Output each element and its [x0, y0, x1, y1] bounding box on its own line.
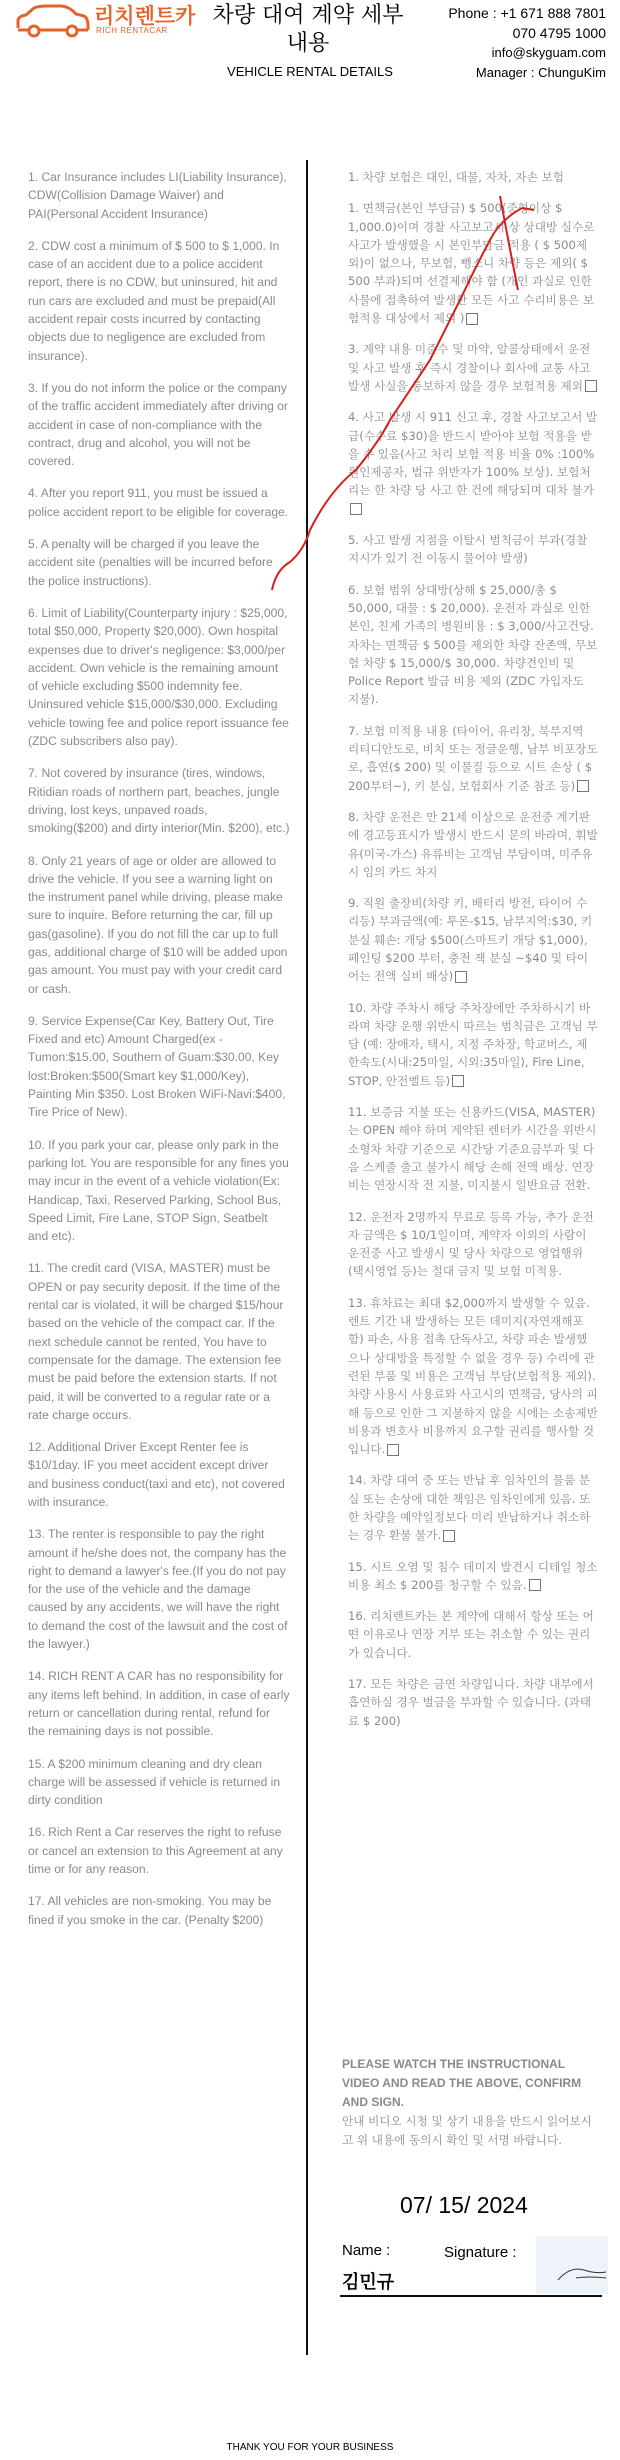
phone-number-secondary: 070 4795 1000: [512, 25, 606, 41]
term-ko-14: [348, 1471, 598, 1544]
agree-checkbox-3[interactable]: [585, 380, 597, 392]
agree-checkbox-13[interactable]: [387, 1444, 399, 1456]
term-ko-1: [348, 199, 598, 327]
phone-number: Phone : +1 671 888 7801: [448, 5, 606, 21]
term-ko-7-text: 7. 보험 미적용 내용 (타이어, 유리창, 북부지역 리티디안도로, 비치 또는 정글운행, 남부 비포장도로, 흡연($ 200) 및 이물질 등으로 시트 손상 ( $ 200부터~), 키 분실, 보험회사 기준 참조 등): [348, 723, 598, 793]
agree-checkbox-10[interactable]: [452, 1075, 464, 1087]
email-address: info@skyguam.com: [491, 45, 606, 60]
signing-date: 07/ 15/ 2024: [400, 2192, 528, 2218]
column-divider: [306, 160, 308, 2355]
logo-subtitle: RICH RENTACAR: [96, 26, 168, 35]
page-title-english: VEHICLE RENTAL DETAILS: [227, 64, 393, 79]
term-en-12: 12. Additional Driver Except Renter fee is $10/1day. IF you meet accident except driver and business conduct(taxi and etc), not covered with insurance.: [28, 1440, 285, 1509]
term-ko-4: [348, 408, 598, 518]
footer-message: THANK YOU FOR YOUR BUSINESS: [226, 2442, 394, 2453]
term-en-9: 9. Service Expense(Car Key, Battery Out, Tire Fixed and etc) Amount Charged(ex - Tumon:$15.00, Southern of Guam:$30.00, Key lost:Broken:$500(Smart key $1,000/Key), Painting Min $350. Lost Broken WiFi-Navi:$400, Tire Price of New).: [28, 1013, 286, 1120]
term-en-11: 11. The credit card (VISA, MASTER) must be OPEN or pay security deposit. If the time of the rental car is violated, it will be charged $15/hour based on the vehicle of the compact car. If the next schedule cannot be rented, You have to compensate for the damage. The extension fee must be paid before the extension starts. If not paid, it will be converted to a regular rate or a rate charge occurs.: [28, 1261, 284, 1422]
term-ko-12: 12. 운전자 2명까지 무료로 등록 가능, 추가 운전자 금액은 $ 10/1일이며, 계약자 이외의 사람이 운전중 사고 발생시 및 당사 차량으로 영업행위(택시영업 등)는 절대 금지 및 보험 미적용.: [348, 1209, 594, 1279]
acknowledgement-korean: 안내 비디오 시청 및 상기 내용을 반드시 읽어보시고 위 내용에 동의시 확인 및 서명 바랍니다.: [342, 2114, 592, 2147]
term-ko-1-text: 1. 면책금(본인 부담금) $ 500(중형이상 $ 1,000.0)이며 경찰 사고보고서 상 상대방 실수로 사고가 발생했을 시 본인부담금 적용 ( $ 500제외)이 없으나, 무보험, 뺑소니 차량 등은 제외( $ 500 부과)되며 선결제해야 함 (개인 과실로 인한 사물에 접촉하여 발생한 모든 사고 수리비용은 보험적용 대상에서 제외 ): [348, 201, 595, 326]
term-en-17: 17. All vehicles are non-smoking. You may be fined if you smoke in the car. (Penalty $200): [28, 1894, 272, 1927]
term-en-4: 4. After you report 911, you must be issued a police accident report to be eligible for coverage.: [28, 486, 289, 519]
term-en-7: 7. Not covered by insurance (tires, windows, Ritidian roads of northern part, beaches, jungle driving, lost keys, unpaved roads, smoking($200) and dirty interior(Min. $200), etc.): [28, 766, 290, 836]
term-ko-14-text: 14. 차량 대여 중 또는 반납 후 임차인의 물품 분실 또는 손상에 대한 책임은 임차인에게 있음. 또한 차량을 예약일정보다 미리 반납하거나 취소하는 경우 환불 불가.: [348, 1473, 591, 1543]
term-en-8: 8. Only 21 years of age or older are allowed to drive the vehicle. If you see a warning light on the instrument panel while driving, please make sure to inquire. Before returning the car, fill up gas(gasoline). If you do not fill the car up to full gas, additional charge of $10 will be added upon gas amount. You must pay with your credit card or cash.: [28, 853, 288, 996]
term-ko-15-text: 15. 시트 오염 및 침수 데미지 발견시 디테일 청소 비용 최소 $ 200를 청구할 수 있음.: [348, 1559, 598, 1592]
term-ko-10: [348, 999, 598, 1090]
term-ko-11: 11. 보증금 지불 또는 신용카드(VISA, MASTER)는 OPEN 해야 하며 계약된 렌터카 시간을 위반시 소형차 차량 기준으로 시간당 기준요금부과 및 다음 스케줄 출고 불가시 해당 손해 전액 배상. 연장비는 연장시작 전 지불, 미지불시 일반요금 전환.: [348, 1105, 597, 1193]
term-en-13: 13. The renter is responsible to pay the right amount if he/she does not, the company has the right to demand a lawyer's fee.(If you do not pay for the use of the vehicle and the damage caused by any accidents, we will have the right to demand the cost of the lawsuit and the cost of the lawyer.): [28, 1527, 288, 1652]
term-ko-13: [348, 1294, 598, 1459]
term-ko-4-text: 4. 사고 발생 시 911 신고 후, 경찰 사고보고서 발급(수수료 $30)을 반드시 받아야 보험 적용을 받을 수 있음(사고 처리 보험 적용 비율 0% :100% 원인제공자, 법규 위반자가 100% 보상). 보험처리는 한 차량 당 사고 한 건에 해당되며 대차 불가: [348, 410, 598, 498]
term-en-16: 16. Rich Rent a Car reserves the right to refuse or cancel an extension to this Agreement at any time or for any reason.: [28, 1825, 283, 1877]
car-logo-icon: [14, 4, 90, 38]
term-ko-0: 1. 차량 보험은 대인, 대물, 자차, 자손 보험: [348, 170, 564, 184]
renter-name: 김민규: [342, 2272, 395, 2293]
term-ko-10-text: 10. 차량 주차시 해당 주차장에만 주차하시기 바라며 차량 운행 위반시 따르는 범칙금은 고객님 부담 (예: 장애자, 택시, 지정 주차장, 학교버스, 제한속도(시내:25마일, 시외:35마일), Fire Line, STOP, 안전벨트 등): [348, 1000, 598, 1088]
term-ko-13-text: 13. 휴차료는 최대 $2,000까지 발생할 수 있음. 렌트 기간 내 발생하는 모든 데미지(자연재해포함) 파손, 사용 접촉 단독사고, 차량 파손 발생했으나 상대방을 특정할 수 없을 경우 등) 수리에 관련된 부품 및 비용은 고객님 부담(보험적용 제외). 차량 사용시 사용료와 사고시의 면책금, 당사의 피해 등으로 인한 그 지불하지 않을 시에는 소송제반 비용과 변호사 비용까지 요구할 권리를 행사할 것입니다.: [348, 1295, 598, 1457]
term-en-14: 14. RICH RENT A CAR has no responsibility for any items left behind. In addition, in case of early return or cancellation during rental, refund for the remaining days is not possible.: [28, 1669, 290, 1739]
term-en-10: 10. If you park your car, please only park in the parking lot. You are responsible for any fines you may incur in the event of a vehicle violation(Ex: Handicap, Taxi, Reserved Parking, School Bus, Speed Limit, Fire Lane, STOP Sign, Seatbelt and etc).: [28, 1137, 289, 1244]
signature-label: Signature :: [444, 2244, 517, 2261]
name-label: Name :: [342, 2242, 391, 2259]
term-ko-5: 5. 사고 발생 지점을 이탈시 범칙금이 부과(경찰지시가 있기 전 이동시 물어야 발생): [348, 533, 588, 566]
term-en-1: 1. Car Insurance includes LI(Liability Insurance), CDW(Collision Damage Waiver) and PAI(Personal Accident Insurance): [28, 170, 287, 221]
name-underline: [340, 2295, 602, 2297]
term-en-5: 5. A penalty will be charged if you leave the accident site (penalties will be incurred before the police instructions).: [28, 537, 273, 588]
logo-text: 리치렌트카: [94, 4, 196, 28]
signature-stroke-icon: [536, 2236, 608, 2294]
agree-checkbox-14[interactable]: [443, 1530, 455, 1542]
term-en-6: 6. Limit of Liability(Counterparty injury : $25,000, total $50,000, Property $20,000). Own hospital expenses due to driver's negligence: $3,000/per accident. Own vehicle is the remaining amount of vehicle excluding $500 indemnity fee. Uninsured vehicle $15,000/$30,000. Excluding vehicle towing fee and police report issuance fee (ZDC subscribers also pay).: [28, 605, 289, 749]
agree-checkbox-1[interactable]: [466, 313, 478, 325]
term-en-2: 2. CDW cost a minimum of $ 500 to $ 1,000. In case of an accident due to a police accident report, there is no CDW, but uninsured, hit and run cars are excluded and must be prepaid(All accident repair costs incurred by contacting objects due to negligence are excluded from insurance).: [28, 238, 280, 363]
agree-checkbox-15[interactable]: [529, 1579, 541, 1591]
acknowledgement: [342, 2055, 602, 2150]
term-ko-16: 16. 리치렌트카는 본 계약에 대해서 항상 또는 어떤 이유로나 연장 거부 또는 취소할 수 있는 권리가 있습니다.: [348, 1609, 594, 1660]
term-ko-7: [348, 722, 598, 795]
term-ko-15: [348, 1558, 598, 1595]
signature-field[interactable]: [536, 2236, 608, 2294]
term-ko-6: 6. 보험 범위 상대방(상해 $ 25,000/총 $ 50,000, 대물 : $ 20,000). 운전자 과실로 인한 본인, 친계 가족의 병원비용 : $ 3,000/사고건당. 자차는 면책금 $ 500를 제외한 차량 잔존액, 무보험 차량 $ 15,000/$ 30,000. 차량견인비 및 Police Report 발급 비용 제외 (ZDC 가입자도 지불).: [348, 582, 598, 707]
agree-checkbox-7[interactable]: [577, 780, 589, 792]
english-terms: [28, 168, 290, 1943]
manager-name: Manager : ChunguKim: [475, 65, 606, 80]
term-en-3: 3. If you do not inform the police or the company of the traffic accident immediately after driving or accident in case of non-compliance with the contract, drug and alcohol, you will not be covered.: [28, 380, 288, 469]
term-ko-3-text: 3. 계약 내용 미준수 및 마약, 알콜상태에서 운전 및 사고 발생 후 즉시 경찰이나 회사에 교통 사고 발생 사실을 통보하지 않을 경우 보험적용 제외: [348, 342, 591, 393]
acknowledgement-english: PLEASE WATCH THE INSTRUCTIONAL VIDEO AND READ THE ABOVE, CONFIRM AND SIGN.: [342, 2057, 582, 2109]
term-en-15: 15. A $200 minimum cleaning and dry clean charge will be assessed if vehicle is returned in dirty condition: [28, 1756, 281, 1808]
agree-checkbox-4[interactable]: [350, 503, 362, 515]
agree-checkbox-9[interactable]: [455, 971, 467, 983]
company-logo: [14, 2, 204, 40]
contact-info: [406, 3, 606, 83]
term-ko-9-text: 9. 직원 출장비(차량 키, 배터리 방전, 타이어 수리등) 부과금액(예: 투몬-$15, 남부지역:$30, 키분실 훼손: 개당 $500(스마트키 개당 $1,000), 페인팅 $200 부터, 충전 잭 분실 ~$40 및 타이어는 전액 실비 배상): [348, 896, 593, 984]
term-ko-17: 17. 모든 차량은 금연 차량입니다. 차량 내부에서 흡연하실 경우 벌금을 부과할 수 있습니다. (과태료 $ 200): [348, 1677, 594, 1728]
term-ko-8: 8. 차량 운전은 만 21세 이상으로 운전중 계기판에 경고등표시가 발생시 반드시 문의 바라며, 휘발유(미국-가스) 유류비는 고객님 부담이며, 미주유시 임의 카드 차지: [348, 809, 598, 879]
term-ko-9: [348, 894, 598, 985]
term-ko-3: [348, 340, 598, 395]
page-title-korean: 차량 대여 계약 세부 내용: [212, 3, 404, 56]
korean-terms: [348, 168, 598, 1743]
